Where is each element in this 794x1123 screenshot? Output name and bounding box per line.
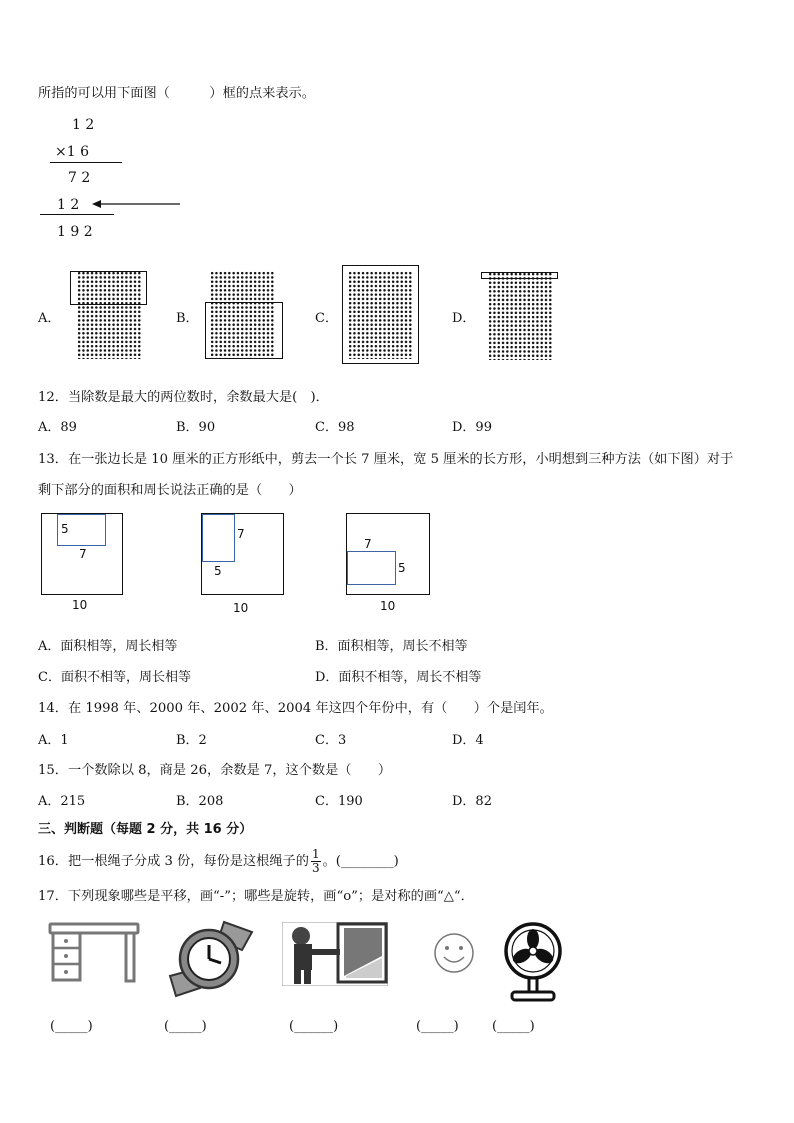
q12-text: 12．当除数是最大的两位数时，余数最大是( )． xyxy=(38,390,329,405)
pointer-arrow-icon xyxy=(92,198,184,210)
q14-option-a[interactable]: A．1 xyxy=(38,733,69,748)
q13-option-d[interactable]: D．面积不相等，周长不相等 xyxy=(315,670,482,685)
q13-text-line1: 13．在一张边长是 10 厘米的正方形纸中，剪去一个长 7 厘米，宽 5 厘米的长方形，小明想到三种方法（如下图）对于 xyxy=(38,452,734,467)
electric-fan-icon xyxy=(502,921,566,1005)
q12-option-a[interactable]: A．89 xyxy=(38,420,77,435)
q14-option-c[interactable]: C．3 xyxy=(315,733,347,748)
frame-b xyxy=(205,302,283,359)
mult-rule-1 xyxy=(50,162,122,163)
dot-array-d xyxy=(488,272,552,360)
q15-text: 15．一个数除以 8，商是 26，余数是 7，这个数是（ ） xyxy=(38,763,392,778)
mult-rule-2 xyxy=(40,214,114,215)
mult-top: 1 2 xyxy=(72,117,95,133)
q12-option-c[interactable]: C．98 xyxy=(315,420,355,435)
label-width: 5 xyxy=(398,561,406,575)
person-pushing-window-icon xyxy=(282,922,388,986)
label-length: 7 xyxy=(364,537,372,551)
q16-text-after: 。(________) xyxy=(322,854,399,869)
q11-option-b[interactable]: B． xyxy=(176,311,199,326)
label-length: 7 xyxy=(237,527,245,541)
fraction-numerator: 1 xyxy=(311,847,320,861)
smiley-face-icon xyxy=(432,931,476,975)
q12-option-d[interactable]: D．99 xyxy=(452,420,492,435)
cut-rectangle xyxy=(202,514,235,562)
q17-blank-1[interactable]: (_____) xyxy=(50,1019,93,1034)
mult-row1: 7 2 xyxy=(68,170,91,186)
label-side: 10 xyxy=(72,598,88,612)
label-length: 7 xyxy=(79,547,87,561)
label-width: 5 xyxy=(214,564,222,578)
q17-blank-2[interactable]: (_____) xyxy=(164,1019,207,1034)
q15-option-a[interactable]: A．215 xyxy=(38,794,86,809)
mult-result: 1 9 2 xyxy=(57,224,93,240)
section-heading: 三、判断题（每题 2 分，共 16 分） xyxy=(38,822,253,837)
label-width: 5 xyxy=(61,522,69,536)
q12-option-b[interactable]: B．90 xyxy=(176,420,216,435)
label-side: 10 xyxy=(380,599,396,613)
q13-option-c[interactable]: C．面积不相等，周长相等 xyxy=(38,670,191,685)
frame-a xyxy=(70,271,147,305)
desk-icon xyxy=(48,921,140,983)
q11-option-a[interactable]: A． xyxy=(38,311,61,326)
frame-c xyxy=(342,265,419,364)
q13-text-line2: 剩下部分的面积和周长说法正确的是（ ） xyxy=(38,483,302,498)
q11-option-c[interactable]: C． xyxy=(315,311,338,326)
wristwatch-icon xyxy=(162,918,258,998)
mult-row2: 1 2 xyxy=(57,197,80,213)
fraction xyxy=(311,848,321,875)
q15-option-b[interactable]: B．208 xyxy=(176,794,224,809)
q14-option-d[interactable]: D．4 xyxy=(452,733,484,748)
q14-option-b[interactable]: B．2 xyxy=(176,733,207,748)
fraction-denominator: 3 xyxy=(311,861,320,875)
frame-d xyxy=(481,272,558,279)
q14-text: 14．在 1998 年、2000 年、2002 年、2004 年这四个年份中，有（ ）个是闰年。 xyxy=(38,701,553,716)
q15-option-c[interactable]: C．190 xyxy=(315,794,363,809)
q17-blank-4[interactable]: (_____) xyxy=(416,1019,459,1034)
q13-option-b[interactable]: B．面积相等，周长不相等 xyxy=(315,639,468,654)
label-side: 10 xyxy=(233,601,249,615)
q17-text: 17．下列现象哪些是平移，画“-”；哪些是旋转，画“o”；是对称的画“△“． xyxy=(38,889,474,904)
q17-blank-5[interactable]: (_____) xyxy=(492,1019,535,1034)
q11-stem: 所指的可以用下面图（ ）框的点来表示。 xyxy=(38,86,315,101)
cut-rectangle xyxy=(347,551,396,585)
q15-option-d[interactable]: D．82 xyxy=(452,794,492,809)
q11-option-d[interactable]: D． xyxy=(452,311,476,326)
q17-blank-3[interactable]: (______) xyxy=(289,1019,339,1034)
mult-operator: ×1 6 xyxy=(55,144,89,160)
q13-option-a[interactable]: A．面积相等，周长相等 xyxy=(38,639,178,654)
q16-text xyxy=(38,848,399,875)
q16-text-before: 16．把一根绳子分成 3 份，每份是这根绳子的 xyxy=(38,854,309,869)
